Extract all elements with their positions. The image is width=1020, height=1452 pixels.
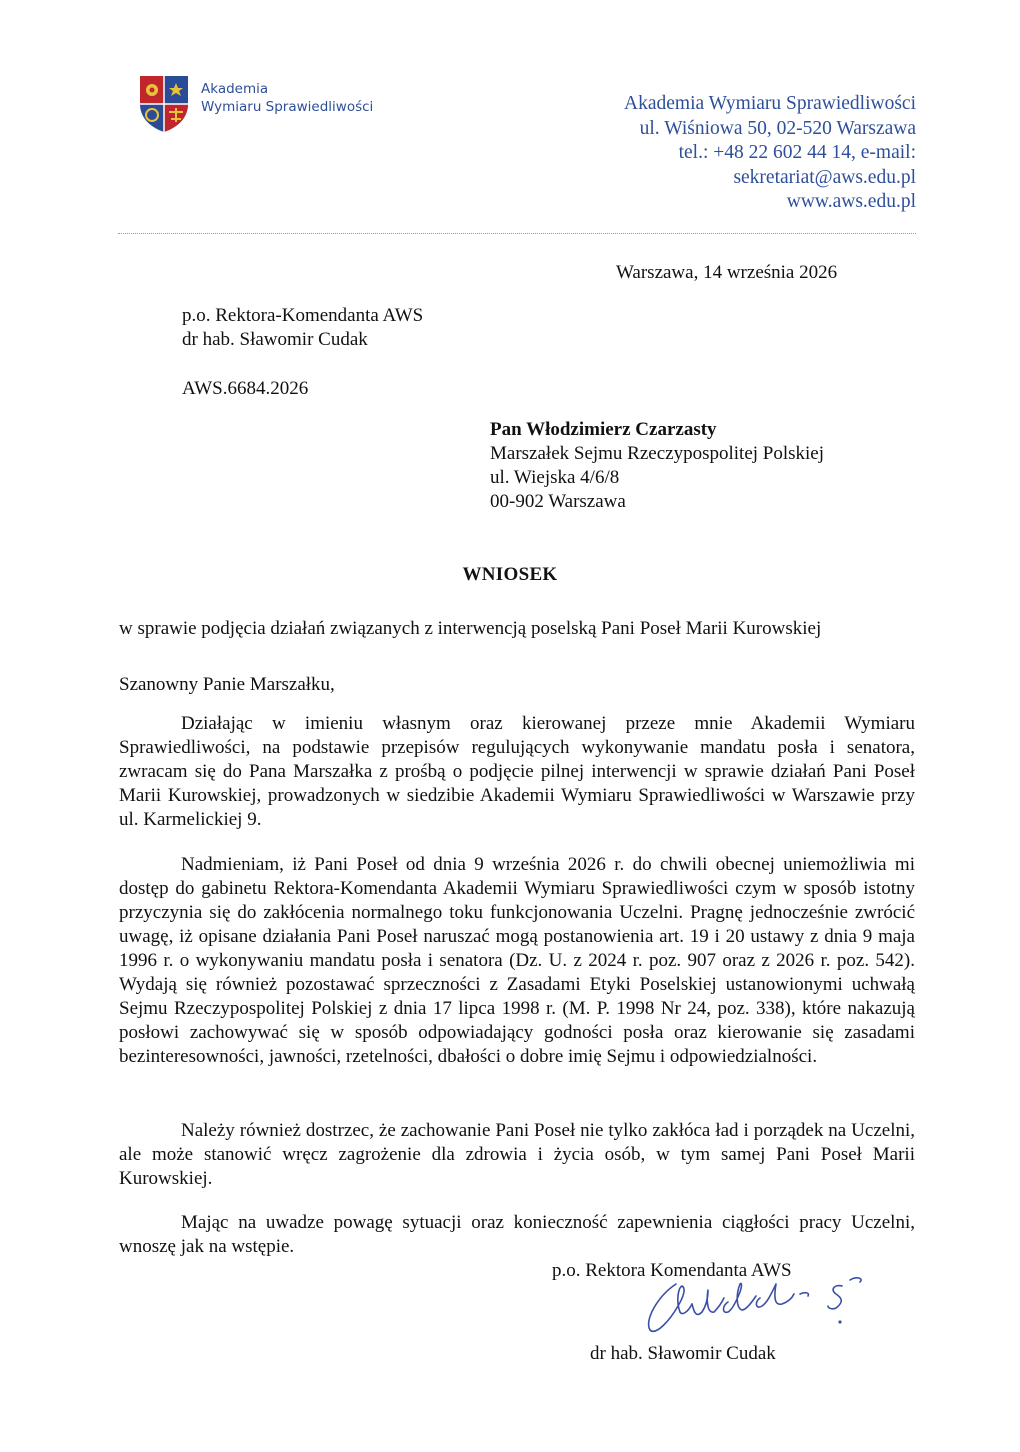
logo-wordmark [201, 80, 373, 116]
signature-name: dr hab. Sławomir Cudak [590, 1343, 776, 1364]
body-paragraph [119, 853, 915, 1069]
contact-website: www.aws.edu.pl [786, 191, 916, 212]
letter-date: Warszawa, 14 września 2026 [616, 262, 838, 283]
sender-name: dr hab. Sławomir Cudak [182, 329, 368, 350]
body-paragraph [119, 1119, 915, 1191]
logo-line-1: Akademia [201, 81, 269, 97]
addressee-name: Pan Włodzimierz Czarzasty [490, 419, 717, 440]
paragraph-text: Mając na uwadze powagę sytuacji oraz konieczność zapewnienia ciągłości pracy Uczelni, wnoszę jak na wstępie. [119, 1212, 915, 1257]
reference-number: AWS.6684.2026 [182, 378, 309, 399]
paragraph-text: Należy również dostrzec, że zachowanie Pani Poseł nie tylko zakłóca ład i porządek na Uczelni, ale może stanowić wręcz zagrożenie dla zdrowia i życia osób, w tym samej Pani Poseł Marii Kurowskiej. [119, 1120, 915, 1189]
shield-emblem-icon [138, 74, 190, 134]
contact-phone: tel.: +48 22 602 44 14, e-mail: [678, 142, 916, 163]
sender-block [182, 304, 423, 352]
sender-title: p.o. Rektora-Komendanta AWS [182, 305, 424, 326]
contact-address: ul. Wiśniowa 50, 02-520 Warszawa [639, 117, 916, 139]
header-divider [118, 233, 916, 234]
addressee-line: ul. Wiejska 4/6/8 [490, 467, 620, 488]
contact-email: sekretariat@aws.edu.pl [733, 166, 916, 188]
signature-title: p.o. Rektora Komendanta AWS [552, 1260, 792, 1281]
handwritten-signature [636, 1262, 876, 1342]
contact-block [624, 92, 916, 215]
body-paragraph [119, 1211, 915, 1259]
subject-line: w sprawie podjęcia działań związanych z interwencją poselską Pani Poseł Marii Kurowskiej [119, 618, 822, 639]
addressee-line: 00-902 Warszawa [490, 491, 626, 512]
contact-institution: Akademia Wymiaru Sprawiedliwości [624, 93, 916, 114]
addressee-line: Marszałek Sejmu Rzeczypospolitej Polskiej [490, 443, 825, 464]
document-heading: WNIOSEK [462, 564, 558, 585]
paragraph-text: Nadmieniam, iż Pani Poseł od dnia 9 września 2026 r. do chwili obecnej uniemożliwia mi dostęp do gabinetu Rektora-Komendanta Akademii Wymiaru Sprawiedliwości czym w sposób istotny przyczynia się do zakłócenia normalnego toku funkcjonowania Uczelni. Pragnę jednocześnie zwrócić uwagę, iż opisane działania Pani Poseł naruszać mogą postanowienia art. 19 i 20 ustawy z dnia 9 maja 1996 r. o wykonywaniu mandatu posła i senatora (Dz. U. z 2024 r. poz. 907 oraz z 2026 r. poz. 542). Wydają się również pozostawać sprzeczności z Zasadami Etyki Poselskiej ustanowionymi uchwałą Sejmu Rzeczypospolitej Polskiej z dnia 17 lipca 1998 r. (M. P. 1998 Nr 24, poz. 338), które nakazują posłowi zachowywać się w sposób odpowiadający godności posła oraz kierowanie się zasadami bezinteresowności, jawności, rzetelności, dbałości o dobre imię Sejmu i odpowiedzialności. [119, 854, 915, 1067]
logo-line-2: Wymiaru Sprawiedliwości [201, 99, 374, 115]
academy-logo [138, 74, 398, 134]
body-paragraph [119, 712, 915, 832]
paragraph-text: Działając w imieniu własnym oraz kierowanej przeze mnie Akademii Wymiaru Sprawiedliwości, na podstawie przepisów regulujących wykonywanie mandatu posła i senatora, zwracam się do Pana Marszałka z prośbą o podjęcie pilnej interwencji w sprawie działań Pani Poseł Marii Kurowskiej, prowadzonych w siedzibie Akademii Wymiaru Sprawiedliwości w Warszawie przy ul. Karmelickiej 9. [119, 713, 915, 830]
addressee-block [490, 418, 824, 514]
salutation: Szanowny Panie Marszałku, [119, 674, 335, 695]
